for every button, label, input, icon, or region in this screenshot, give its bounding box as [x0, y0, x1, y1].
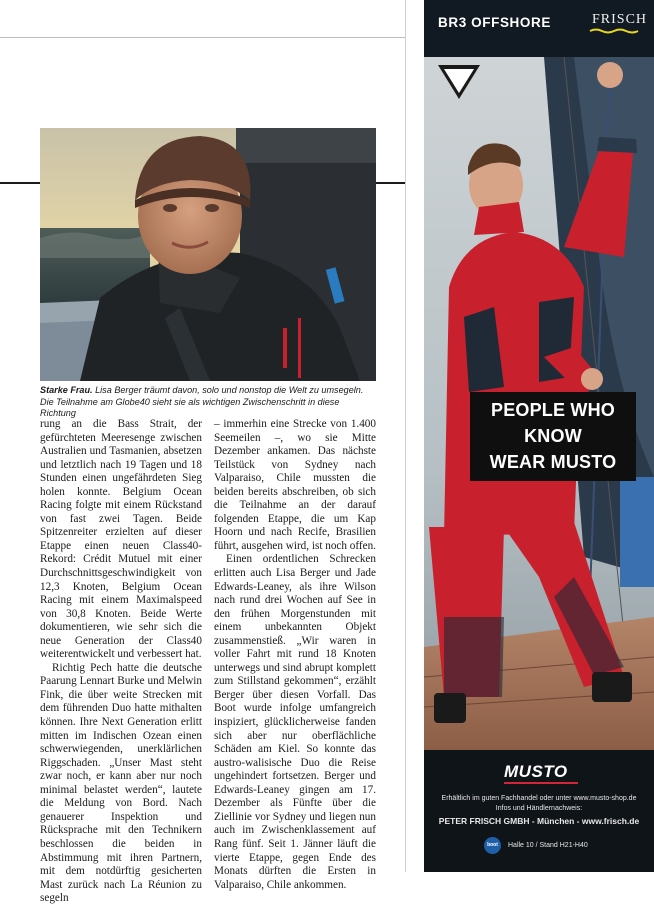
musto-logo: MUSTO: [504, 762, 568, 781]
column1-paragraph-1: rung an die Bass Strait, der gefürchteten Meeresenge zwischen Australien und Tasmanien, absetzen und letztlich nach 19 Tagen und 18 Stunden einen ungefährdeten Sieg holen konnte. Belgium Ocean Racing folgte mit einem Rückstand von fast zwei Tagen. Beide Spitzenreiter erzielten auf dieser Etappe einen neuen Class40-Rekord: Crédit Mutuel mit einer Durchschnittsgeschwindigkeit von 12,3 Knoten, Belgium Ocean Racing mit einem Maximalspeed von 30,8 Knoten. Beide Werte dokumentieren, wie sehr sich die neue Generation der Class40 weiterentwickelt und verbessert hat.: [40, 418, 202, 661]
top-rule: [0, 37, 405, 38]
slogan-line-2: KNOW: [524, 426, 582, 446]
slogan-line-1: PEOPLE WHO: [490, 400, 615, 420]
article-photo: [40, 128, 376, 381]
right-accent-bar: [376, 182, 406, 184]
frisch-logo-text: FRISCH: [592, 12, 648, 27]
boot-fair-icon: boot: [484, 837, 501, 854]
ad-footer: [424, 750, 654, 872]
ad-distributor[interactable]: PETER FRISCH GMBH - München - www.frisch.de: [438, 816, 640, 826]
column1-paragraph-2: Richtig Pech hatte die deutsche Paarung Lennart Burke und Melwin Fink, die über weite Strecken mit dem führenden Duo hatte mithalten können. Ihre Next Generation erlitt mitten im Indischen Ozean einen schwerwiegenden, unerklärlichen Riggschaden. „Unser Mast steht zwar noch, er kann aber nur noch minimal belastet werden“, lautete die Meldung von Bord. Nach genauerer Inspektion und Rücksprache mit den Technikern beschlossen die beiden in Abstimmung mit ihren Partnern, mit dem notdürftig gesicherten Mast zurück nach La Réunion zu segeln: [40, 661, 202, 905]
column2-paragraph-2: Einen ordentlichen Schrecken erlitten auch Lisa Berger und Jade Edwards-Leaney, als ihre Wilson nach rund drei Wochen auf See in den frühen Morgenstunden mit einem unbekannten Objekt zusammenstieß. „Wir waren in voller Fahrt mit rund 18 Knoten unterwegs und sind abrupt komplett zum Stillstand gekommen“, erzählt Berger über diesen Vorfall. Das Boot wurde infolge umfangreich inspiziert, glücklicherweise fanden sich aber nur oberflächliche Schäden am Kiel. So konnte das austro-walisische Duo die Reise ungehindert fortsetzen. Berger und Edwards-Leaney gingen am 17. Dezember als Fünfte über die Ziellinie vor Sydney und liegen nun auch im Zwischenklassement auf Rang fünf. Seit 1. Jänner läuft die vierte Etappe, gegen Ende des Monats dürften die Ersten in Valparaiso, Chile ankommen.: [214, 553, 376, 891]
frisch-wave-icon: [590, 28, 638, 34]
sailor-portrait-illustration: [40, 128, 376, 381]
article-column-1: [40, 418, 202, 906]
ad-header: [424, 0, 654, 57]
article-column-2: [214, 418, 376, 892]
column2-paragraph-1: – immerhin eine Strecke von 1.400 Seemeilen –, wo sie Mitte Dezember ankamen. Das nächste Teilstück von Sydney nach Valparaiso, Chile mussten die beiden bereits abschreiben, ob sich die Teilnahme an der darauf folgenden Etappe, die um Kap Hoorn und nach Recife, Brasilien führt, ausgehen wird, ist noch offen.: [214, 418, 376, 552]
ad-slogan: [470, 392, 636, 481]
ad-section-title: BR3 OFFSHORE: [438, 15, 551, 30]
ad-dealer-info: Infos und Händlernachweis:: [495, 805, 583, 812]
musto-advertisement[interactable]: [424, 0, 654, 872]
slogan-line-3: WEAR MUSTO: [489, 452, 617, 472]
photo-caption: [40, 385, 376, 420]
caption-text: Lisa Berger träumt davon, solo und nonstop die Welt zu umsegeln. Die Teilnahme am Globe40 sieht sie als wichtigen Zwischenschritt in diese Richtung: [40, 385, 364, 418]
page-column-divider: [405, 0, 406, 872]
ad-booth-info: Halle 10 / Stand H21-H40: [508, 842, 588, 849]
left-accent-bar: [0, 182, 40, 184]
musto-logo-underline: [504, 782, 578, 784]
caption-lead: Starke Frau.: [40, 385, 93, 395]
ad-retail-info: Erhältlich im guten Fachhandel oder unter www.musto-shop.de: [441, 795, 637, 802]
